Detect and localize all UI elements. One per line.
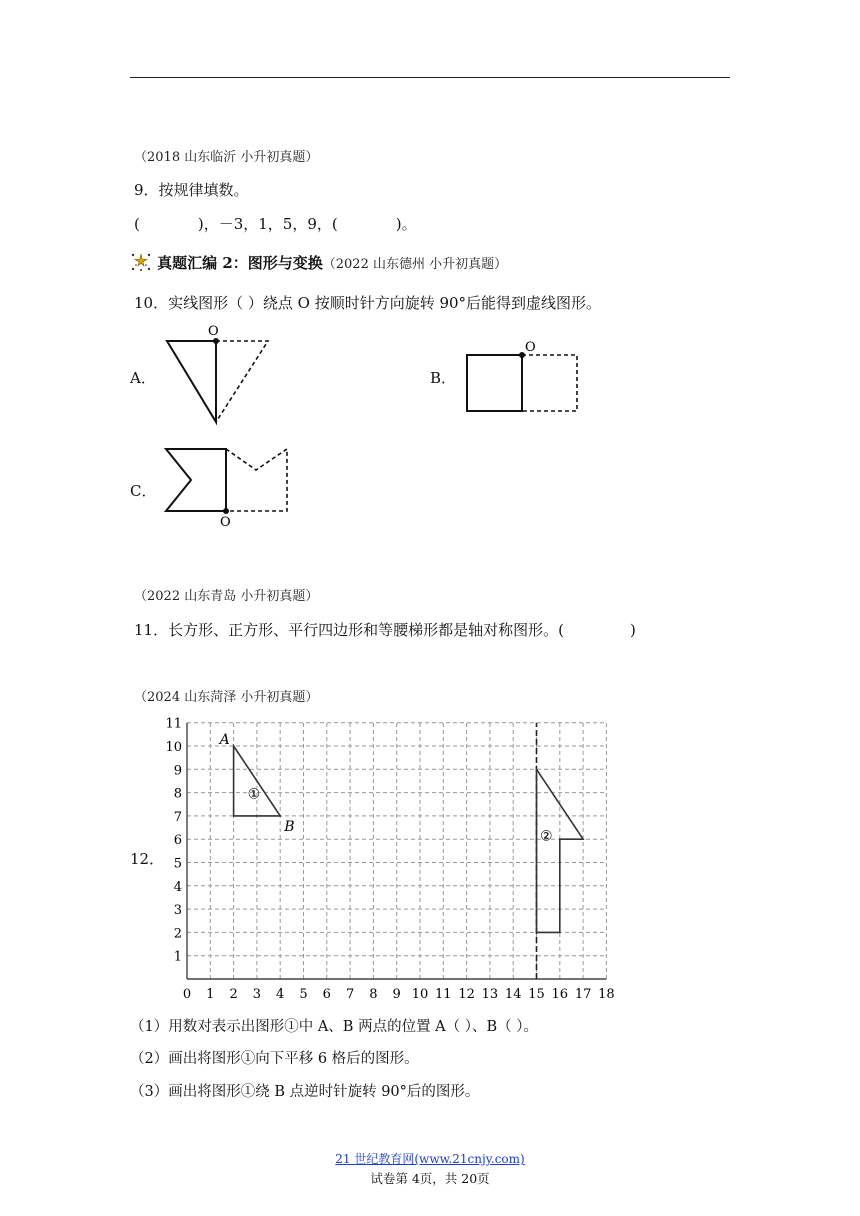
footer: [0, 1150, 860, 1187]
y-tick-label: 9: [173, 763, 182, 779]
y-tick-label: 11: [165, 716, 182, 732]
x-tick-label: 5: [299, 987, 308, 1002]
option-b-dashed-square: [522, 355, 577, 411]
star-cluster-icon: [130, 251, 152, 273]
y-tick-label: 3: [173, 903, 182, 919]
question-11-text: 11．长方形、正方形、平行四边形和等腰梯形都是轴对称图形。(: [134, 621, 564, 639]
option-c-point-o: [223, 508, 229, 514]
x-tick-label: 11: [435, 987, 452, 1002]
x-tick-label: 3: [252, 987, 262, 1002]
option-b-o-label: O: [525, 340, 536, 355]
footer-link[interactable]: 21 世纪教育网(www.21cnjy.com): [335, 1152, 525, 1166]
seq-close: )。: [395, 215, 417, 233]
question-9-sequence: [134, 213, 417, 234]
x-tick-label: 14: [504, 987, 522, 1002]
option-b-label: B．: [430, 369, 457, 387]
option-c-figure: [160, 442, 295, 532]
option-b-solid-square: [467, 355, 522, 411]
source-2018: （2018 山东临沂 小升初真题）: [134, 150, 319, 165]
y-tick-label: 5: [173, 856, 182, 872]
x-tick-label: 12: [458, 987, 475, 1002]
x-tick-label: 18: [598, 987, 615, 1002]
x-tick-label: 16: [551, 987, 569, 1002]
x-tick-label: 7: [345, 987, 355, 1002]
shape-1-triangle: [234, 746, 281, 816]
x-tick-label: 0: [182, 987, 192, 1002]
header-rule: [130, 77, 730, 78]
seq-open: (: [134, 215, 140, 233]
question-12-sub3: （3）画出将图形①绕 B 点逆时针旋转 90°后的图形。: [130, 1084, 480, 1100]
seq-mid: )，－3，1，5，9，(: [197, 215, 338, 233]
question-11: [134, 619, 636, 640]
question-12-sub1: （1）用数对表示出图形①中 A、B 两点的位置 A（ ）、B（ ）。: [130, 1019, 539, 1035]
x-tick-label: 13: [481, 987, 499, 1002]
option-a-o-label: O: [208, 324, 219, 339]
x-tick-label: 2: [229, 987, 238, 1002]
y-tick-label: 8: [173, 786, 182, 802]
footer-page-number: 试卷第 4页，共 20页: [370, 1171, 490, 1186]
option-a-figure: [160, 322, 280, 428]
section-2-source: （2022 山东德州 小升初真题）: [322, 257, 508, 272]
option-a-solid-triangle: [167, 341, 216, 422]
option-c-solid-shape: [166, 449, 226, 511]
x-tick-label: 6: [322, 987, 331, 1002]
question-11-close: ): [629, 621, 636, 639]
y-tick-label: 10: [165, 740, 182, 755]
point-a-label: A: [219, 732, 230, 748]
coordinate-grid: [160, 714, 630, 1006]
option-c-label: C．: [130, 482, 157, 500]
section-2-title: 真题汇编 2：图形与变换: [157, 254, 323, 272]
y-tick-label: 1: [173, 949, 182, 965]
y-tick-label: 4: [173, 879, 182, 895]
x-tick-label: 8: [369, 987, 378, 1002]
y-tick-label: 2: [173, 926, 182, 942]
option-a-dashed-triangle: [216, 341, 268, 422]
x-tick-label: 9: [392, 987, 401, 1002]
question-10-title: 10．实线图形（ ）绕点 O 按顺时针方向旋转 90°后能得到虚线图形。: [134, 294, 602, 312]
option-a-label: A．: [130, 369, 156, 387]
shape-1-label: ①: [247, 786, 261, 803]
x-tick-label: 10: [411, 987, 429, 1002]
shape-2-label: ②: [539, 828, 553, 845]
question-12-sub2: （2）画出将图形①向下平移 6 格后的图形。: [130, 1051, 419, 1067]
x-tick-label: 17: [574, 987, 592, 1002]
x-tick-label: 15: [528, 987, 545, 1002]
x-tick-label: 1: [206, 987, 215, 1002]
y-tick-label: 6: [173, 833, 182, 849]
source-2022-qingdao: （2022 山东青岛 小升初真题）: [134, 589, 319, 604]
question-9-title: 9．按规律填数。: [134, 181, 249, 199]
y-tick-label: 7: [173, 809, 182, 825]
option-b-figure: [460, 338, 585, 418]
question-12-label: 12．: [130, 850, 165, 868]
option-c-dashed-shape: [226, 449, 287, 511]
option-c-o-label: O: [220, 515, 231, 530]
x-tick-label: 4: [276, 987, 285, 1002]
point-b-label: B: [284, 818, 295, 835]
source-2024: （2024 山东菏泽 小升初真题）: [134, 690, 319, 705]
section-2-heading: [130, 251, 507, 273]
